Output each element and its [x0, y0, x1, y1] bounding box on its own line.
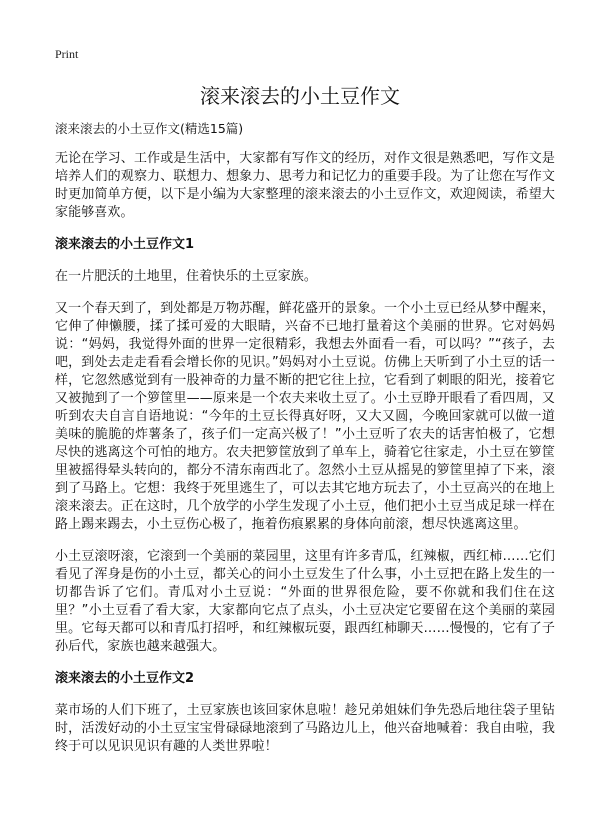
section-heading-1: 滚来滚去的小土豆作文1: [55, 237, 195, 252]
intro-paragraph: 无论在学习、工作或是生活中，大家都有写作文的经历，对作文很是熟悉吧，写作文是培养人们的观察力、联想力、想象力、思考力和记忆力的重要手段。为了让您在写作文时更加简单方便，以下是小编为大家整理的滚来滚去的小土豆作文，欢迎阅读，希望大家能够喜欢。: [55, 151, 555, 220]
paragraph: 又一个春天到了，到处都是万物苏醒，鲜花盛开的景象。一个小土豆已经从梦中醒来，它伸了伸懒腰，揉了揉可爱的大眼睛，兴奋不已地打量着这个美丽的世界。它对妈妈说：“妈妈，我觉得外面的世界一定很精彩，我想去外面看一看，可以吗？”“孩子，去吧，到处去走走看看会增长你的见识。”妈妈对小土豆说。仿佛上天听到了小土豆的话一样，它忽然感觉到有一股神奇的力量不断的把它往上拉，它看到了刺眼的阳光，接着它又被抛到了一个箩筐里——原来是一个农夫来收土豆了。小土豆睁开眼看了看四周，又听到农夫自言自语地说：“今年的土豆长得真好呀，又大又圆，今晚回家就可以做一道美味的脆脆的炸薯条了，孩子们一定高兴极了！”小土豆听了农夫的话害怕极了，它想尽快的逃离这个可怕的地方。农夫把箩筐放到了单车上，骑着它往家走，小土豆在箩筐里被摇得晕头转向的，都分不清东南西北了。忽然小土豆从摇晃的箩筐里掉了下来，滚到了马路上。它想：我终于死里逃生了，可以去其它地方玩去了，小土豆高兴的在地上滚来滚去。正在这时，几个放学的小学生发现了小土豆，他们把小土豆当成足球一样在路上踢来踢去，小土豆伤心极了，拖着伤痕累累的身体向前滚，想尽快逃离这里。: [55, 301, 555, 532]
section-heading-2: 滚来滚去的小土豆作文2: [55, 671, 195, 686]
print-link[interactable]: Print: [55, 47, 79, 61]
paragraph: 小土豆滚呀滚，它滚到一个美丽的菜园里，这里有许多青瓜，红辣椒，西红柿……它们看见了浑身是伤的小土豆，都关心的问小土豆发生了什么事，小土豆把在路上发生的一切都告诉了它们。青瓜对小土豆说：“外面的世界很危险，要不你就和我们住在这里？”小土豆看了看大家，大家都向它点了点头，小土豆决定它要留在这个美丽的菜园里。它每天都可以和青瓜打招呼，和红辣椒玩耍，跟西红柿聊天……慢慢的，它有了子孙后代，家族也越来越强大。: [55, 549, 555, 654]
paragraph: 在一片肥沃的土地里，住着快乐的土豆家族。: [55, 269, 318, 284]
page-title: 滚来滚去的小土豆作文: [200, 84, 400, 108]
article-subtitle: 滚来滚去的小土豆作文(精选15篇): [55, 121, 244, 136]
article-body: [55, 120, 555, 770]
paragraph: 菜市场的人们下班了，土豆家族也该回家休息啦！趁兄弟姐妹们争先恐后地往袋子里钻时，活泼好动的小土豆宝宝骨碌碌地滚到了马路边儿上，他兴奋地喊着：我自由啦，我终于可以见识见识有趣的人类世界啦！: [55, 703, 555, 754]
